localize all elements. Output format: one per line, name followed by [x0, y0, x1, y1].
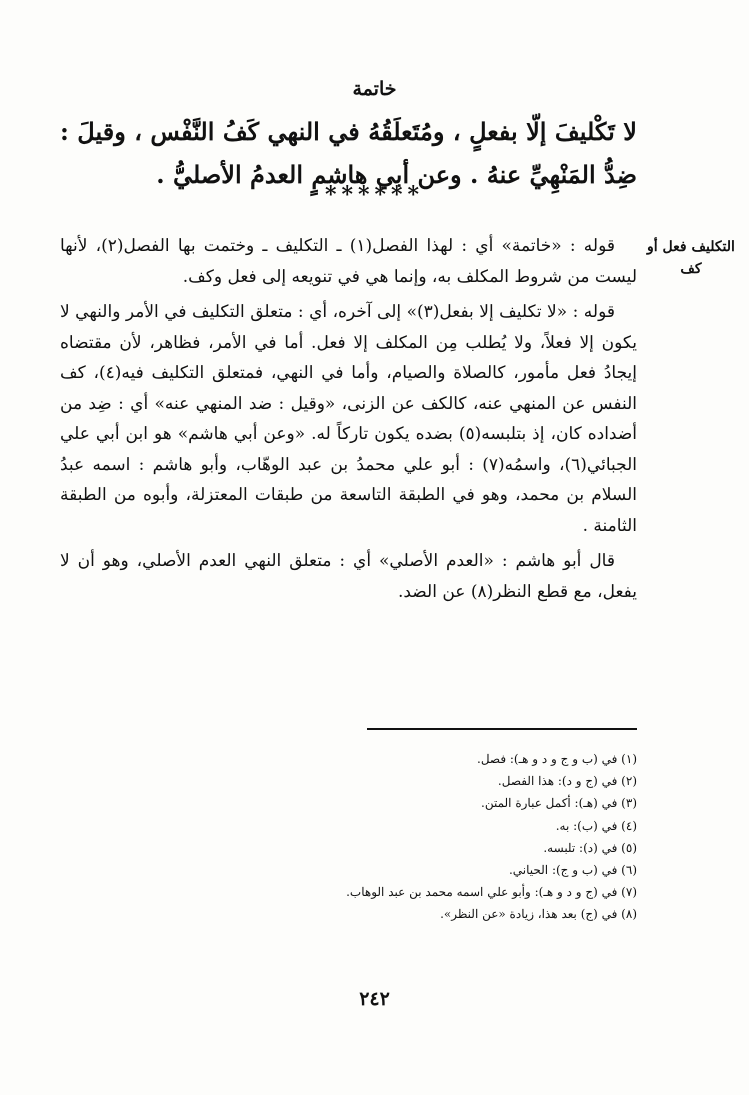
- footnote-divider: [367, 728, 637, 730]
- commentary-paragraph: قوله : «لا تكليف إلا بفعل(٣)» إلى آخره، أي : متعلق التكليف في الأمر والنهي لا يكون إلا فعلاً، ولا يُطلب مِن المكلف إلا فعل. أما في الأمر، فظاهر، لأن مقتضاه إيجادُ فعل مأمور، كالصلاة والصيام، وأما في النهي، فمتعلق التكليف فيه(٤)، كف النفس عن المنهي عنه، كالكف عن الزنى، «وقيل : ضد المنهي عنه» أي : ضِد من أضداده كان، إذ بتلبسه(٥) بضده يكون تاركاً له. «وعن أبي هاشم» هو ابن أبي علي الجبائي(٦)، واسمُه(٧) : أبو علي محمدُ بن عبد الوهّاب، وأبو هاشم : اسمه عبدُ السلام بن محمد، وهو في الطبقة التاسعة من طبقات المعتزلة، وأبوه من الطبقة الثامنة .: [60, 302, 638, 536]
- footnote-item: (٥) في (د): تلبسه.: [543, 840, 637, 855]
- section-title: خاتمة: [352, 78, 397, 100]
- commentary-paragraph: قوله : «خاتمة» أي : لهذا الفصل(١) ـ التكليف ـ وختمت بها الفصل(٢)، لأنها ليست من شروط المكلف به، وإنما هي في تنويعه إلى فعل وكف.: [60, 236, 637, 287]
- commentary-paragraph: قال أبو هاشم : «العدم الأصلي» أي : متعلق النهي العدم الأصلي، وهو أن لا يفعل، مع قطع النظر(٨) عن الضد.: [60, 551, 637, 602]
- footnote-item: (٦) في (ب و ج): الحياني.: [508, 863, 637, 878]
- footnote-item: (٣) في (هـ): أكمل عبارة المتن.: [481, 796, 637, 811]
- footnote-item: (٧) في (ج و د و هـ): وأبو علي اسمه محمد بن عبد الوهاب.: [346, 885, 637, 900]
- footnote-item: (١) في (ب و ج و د و هـ): فصل.: [477, 752, 637, 766]
- footnote-item: (٢) في (ج و د): هذا الفصل.: [497, 774, 637, 789]
- main-text-matn: لا تَكْليفَ إلّا بفعلٍ ، ومُتَعلَقُهُ في النهي كَفُ النَّفْس ، وقيلَ : ضِدُّ المَنْهِيِّ عنهُ . وعن أبي هاشمٍ العدمُ الأصليُّ .: [60, 117, 637, 189]
- separator-stars: ******: [324, 182, 425, 208]
- page-number: ٢٤٢: [359, 988, 390, 1010]
- commentary-body: [60, 231, 637, 612]
- footnote-item: (٤) في (ب): به.: [555, 818, 637, 833]
- margin-note: التكليف فعل أو كف: [647, 239, 735, 277]
- footnote-item: (٨) في (ج) بعد هذا، زيادة «عن النظر».: [440, 907, 637, 922]
- footnotes-list: [200, 748, 637, 926]
